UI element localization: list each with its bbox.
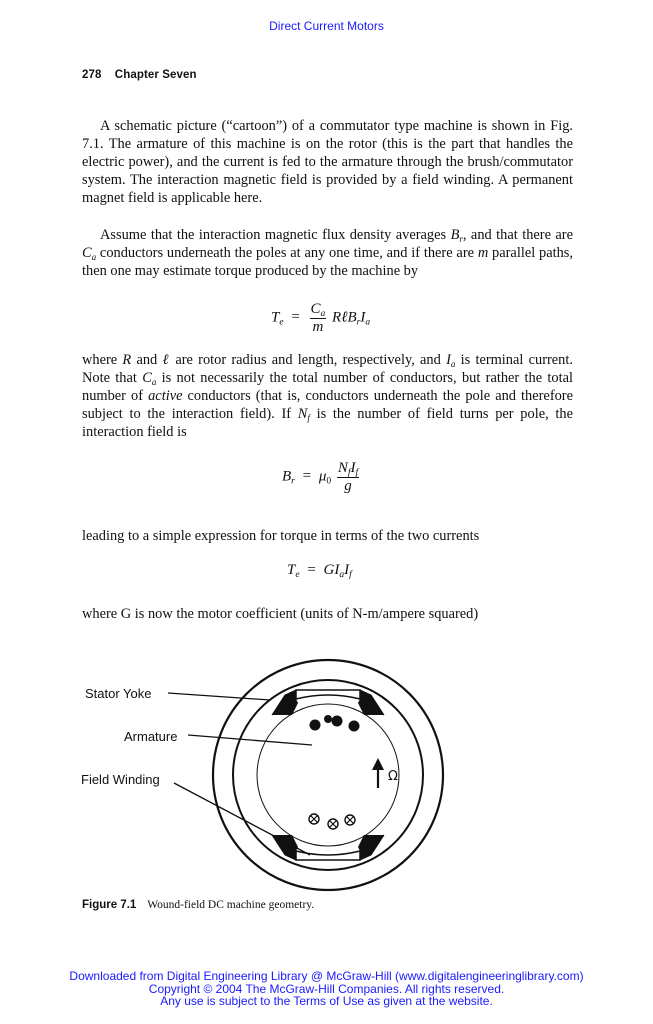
paragraph-coefficient: where G is now the motor coefficient (units of N-m/ampere squared) [82, 606, 479, 622]
paragraph-leading: leading to a simple expression for torque in terms of the two currents [82, 528, 480, 544]
rotation-arrow [372, 758, 384, 788]
conductor-cross [328, 819, 338, 829]
fraction: $\frac{N_fI_f}{g}$ [337, 460, 359, 494]
armature-leader-line [188, 735, 312, 745]
chapter-title: Chapter Seven [114, 69, 197, 81]
conductor-dot [324, 715, 332, 723]
omega-symbol: Ω [388, 769, 398, 784]
paragraph-definitions: where R and ℓ are rotor radius and length, respectively, and $I_a$ is terminal current. Note that $C_a$ is not necessarily the total number of conductors, but rather the total number of active conductors (that is, conductors underneath the pole and therefore subject to the interaction field). If $N_f$ is the number of field turns per pole, the interaction field is [82, 352, 574, 441]
caption-label: Figure 7.1 [82, 899, 137, 911]
paragraph-assumption: Assume that the interaction magnetic flux density averages $B_r$, and that there are $C_a$ conductors underneath the poles at any one time, and if there are m parallel paths, then one may estimate torque produced by the machine by [82, 227, 573, 280]
stator-yoke-label: Stator Yoke [85, 686, 152, 701]
field-winding-label: Field Winding [81, 772, 160, 787]
armature-label: Armature [124, 729, 178, 744]
conductor-dot [349, 721, 360, 732]
conductor-cross [345, 815, 355, 825]
footer-download-link[interactable]: Downloaded from Digital Engineering Library @ McGraw-Hill (www.digitalengineeringlibrary.com) [69, 969, 584, 983]
footer-copyright[interactable]: Copyright © 2004 The McGraw-Hill Companies. All rights reserved. [148, 982, 505, 996]
page-header [82, 69, 197, 81]
paragraph-intro: A schematic picture (“cartoon”) of a commutator type machine is shown in Fig. 7.1. The armature of this machine is on the rotor (this is the part that handles the electric power), and the current is fed to the armature through the brush/commutator system. The interaction magnetic field is provided by a field winding. A permanent magnet field is applicable here. [82, 118, 573, 207]
top-pole [272, 690, 384, 715]
stator-leader-line [168, 693, 270, 700]
torque-current-equation: $T_e = GI_aI_f$ [287, 562, 352, 580]
field-equation: $B_r = \mu_0$ $\frac{N_fI_f}{g}$ [282, 460, 359, 494]
figure-caption [82, 899, 314, 911]
torque-equation: $T_e$ = $\frac{C_a}{m}$ $R\ell B_rI_a$ [271, 301, 371, 335]
conductor-dot [332, 716, 343, 727]
bottom-pole [272, 835, 384, 860]
field-leader-line [174, 783, 310, 855]
caption-text: Wound-field DC machine geometry. [147, 899, 315, 911]
fraction: $\frac{C_a}{m}$ [310, 301, 326, 335]
conductor-dot [310, 720, 321, 731]
footer-terms[interactable]: Any use is subject to the Terms of Use as given at the website. [160, 994, 493, 1008]
page-number: 278 [82, 69, 102, 81]
running-head[interactable]: Direct Current Motors [269, 19, 384, 33]
conductor-cross [309, 814, 319, 824]
